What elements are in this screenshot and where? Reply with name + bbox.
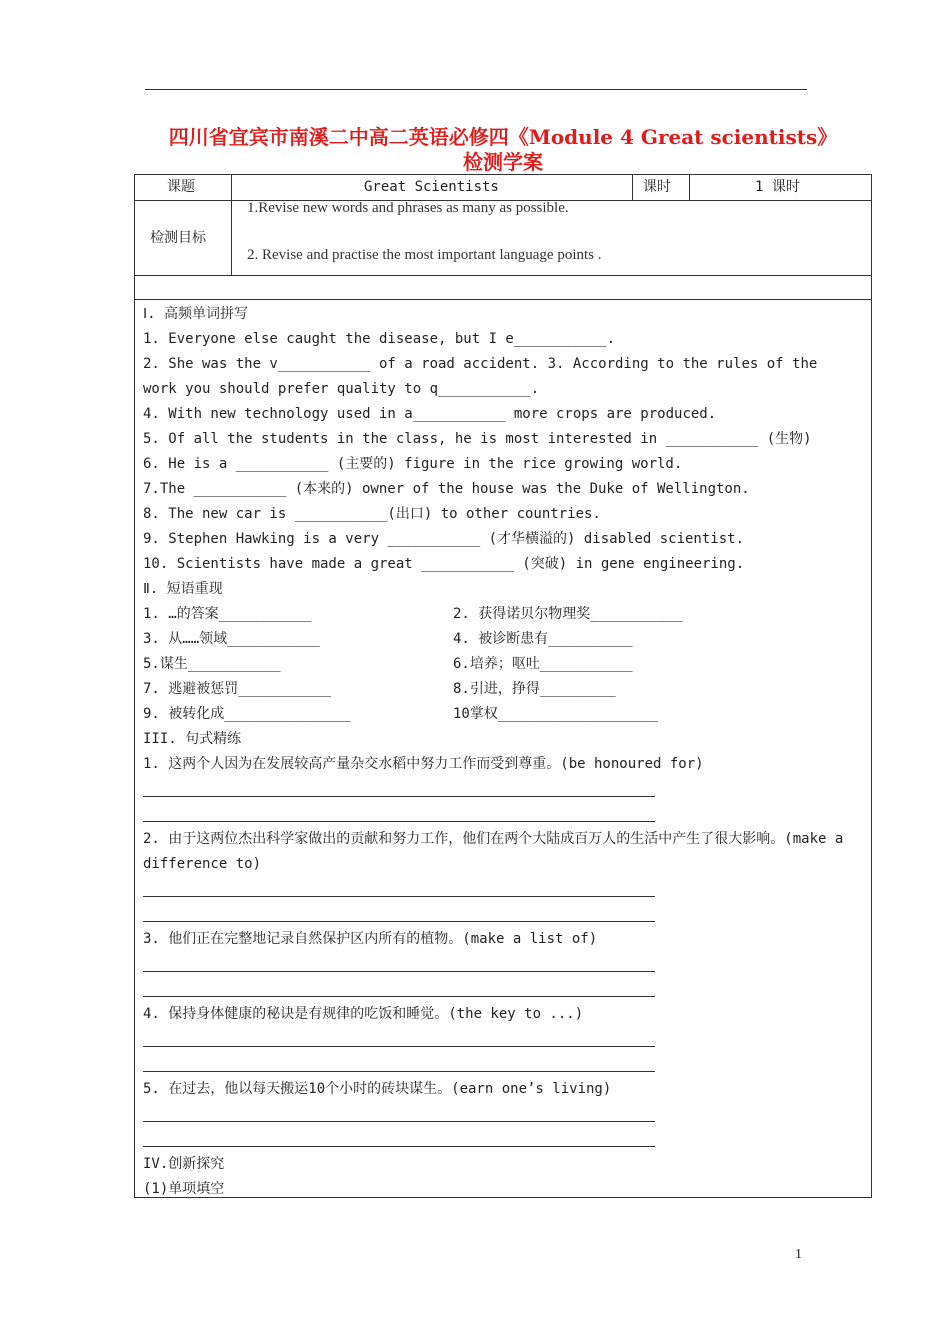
translation-prompt: 1. 这两个人因为在发展较高产量杂交水稻中努力工作而受到尊重。(be honoured for) bbox=[143, 756, 704, 772]
subsection-heading: (1)单项填空 bbox=[143, 1181, 225, 1197]
phrase-item: 8.引进，挣得_________ bbox=[453, 681, 616, 697]
table-rule bbox=[689, 174, 690, 200]
topic-value: Great Scientists bbox=[364, 179, 499, 195]
section-heading: III. 句式精练 bbox=[143, 731, 242, 747]
table-rule bbox=[632, 174, 633, 200]
phrase-row bbox=[143, 652, 865, 677]
phrase-item: 10掌权___________________ bbox=[453, 706, 659, 722]
answer-line bbox=[143, 777, 865, 802]
phrase-item: 6.培养；呕吐___________ bbox=[453, 656, 633, 672]
section-heading: Ⅱ. 短语重现 bbox=[143, 581, 223, 597]
answer-line bbox=[143, 1027, 865, 1052]
phrase-item: 5.谋生___________ bbox=[143, 656, 281, 672]
answer-line bbox=[143, 1052, 865, 1077]
phrase-item: 2. 获得诺贝尔物理奖___________ bbox=[453, 606, 684, 622]
phrase-row bbox=[143, 702, 865, 727]
section-heading: Ⅰ. 高频单词拼写 bbox=[143, 306, 248, 322]
exercise-line: 4. With new technology used in a___________ more crops are produced. bbox=[143, 406, 717, 422]
phrase-row bbox=[143, 602, 865, 627]
exercise-line: 2. She was the v___________ of a road accident. 3. According to the rules of the bbox=[143, 356, 818, 372]
topic-label: 课题 bbox=[167, 179, 195, 195]
answer-line bbox=[143, 802, 865, 827]
answer-line bbox=[143, 977, 865, 1002]
worksheet-content bbox=[143, 302, 865, 1202]
answer-line bbox=[143, 902, 865, 927]
table-rule bbox=[231, 174, 232, 275]
goal-2: 2. Revise and practise the most important language points . bbox=[247, 247, 602, 263]
section-heading: IV.创新探究 bbox=[143, 1156, 225, 1172]
hours-label: 课时 bbox=[643, 179, 671, 195]
exercise-line: 9. Stephen Hawking is a very ___________ (才华横溢的) disabled scientist. bbox=[143, 531, 745, 547]
phrase-item: 3. 从……领域___________ bbox=[143, 631, 320, 647]
translation-prompt: 4. 保持身体健康的秘诀是有规律的吃饭和睡觉。(the key to ...) bbox=[143, 1006, 584, 1022]
table-rule bbox=[134, 275, 872, 276]
exercise-line: 5. Of all the students in the class, he is most interested in ___________ (生物) bbox=[143, 431, 812, 447]
header-rule bbox=[145, 89, 807, 90]
translation-prompt: 2. 由于这两位杰出科学家做出的贡献和努力工作，他们在两个大陆成百万人的生活中产生了很大影响。(make a difference to) bbox=[143, 831, 844, 872]
phrase-item: 9. 被转化成_______________ bbox=[143, 706, 351, 722]
document-title: 四川省宜宾市南溪二中高二英语必修四《Module 4 Great scientists》 bbox=[168, 125, 838, 149]
exercise-line: 10. Scientists have made a great ___________ (突破) in gene engineering. bbox=[143, 556, 745, 572]
exercise-line: 6. He is a ___________ (主要的) figure in the rice growing world. bbox=[143, 456, 683, 472]
answer-line bbox=[143, 952, 865, 977]
translation-prompt: 3. 他们正在完整地记录自然保护区内所有的植物。(make a list of) bbox=[143, 931, 598, 947]
phrase-item: 4. 被诊断患有__________ bbox=[453, 631, 633, 647]
phrase-item: 1. …的答案___________ bbox=[143, 606, 312, 622]
exercise-line: 7.The ___________ (本来的) owner of the house was the Duke of Wellington. bbox=[143, 481, 750, 497]
answer-line bbox=[143, 1127, 865, 1152]
document-subtitle: 检测学案 bbox=[463, 150, 543, 174]
exercise-line: 8. The new car is ___________(出口) to other countries. bbox=[143, 506, 601, 522]
translation-prompt: 5. 在过去，他以每天搬运10个小时的砖块谋生。(earn one’s living) bbox=[143, 1081, 612, 1097]
exercise-line: 1. Everyone else caught the disease, but I e___________. bbox=[143, 331, 616, 347]
answer-line bbox=[143, 877, 865, 902]
table-rule bbox=[134, 299, 872, 300]
goal-1: 1.Revise new words and phrases as many as possible. bbox=[247, 200, 569, 216]
hours-value: 1 课时 bbox=[755, 179, 800, 195]
page-number: 1 bbox=[795, 1247, 802, 1262]
phrase-row bbox=[143, 627, 865, 652]
exercise-line: work you should prefer quality to q___________. bbox=[143, 381, 540, 397]
phrase-row bbox=[143, 677, 865, 702]
answer-line bbox=[143, 1102, 865, 1127]
phrase-item: 7. 逃避被惩罚___________ bbox=[143, 681, 332, 697]
goal-label: 检测目标 bbox=[150, 230, 206, 246]
